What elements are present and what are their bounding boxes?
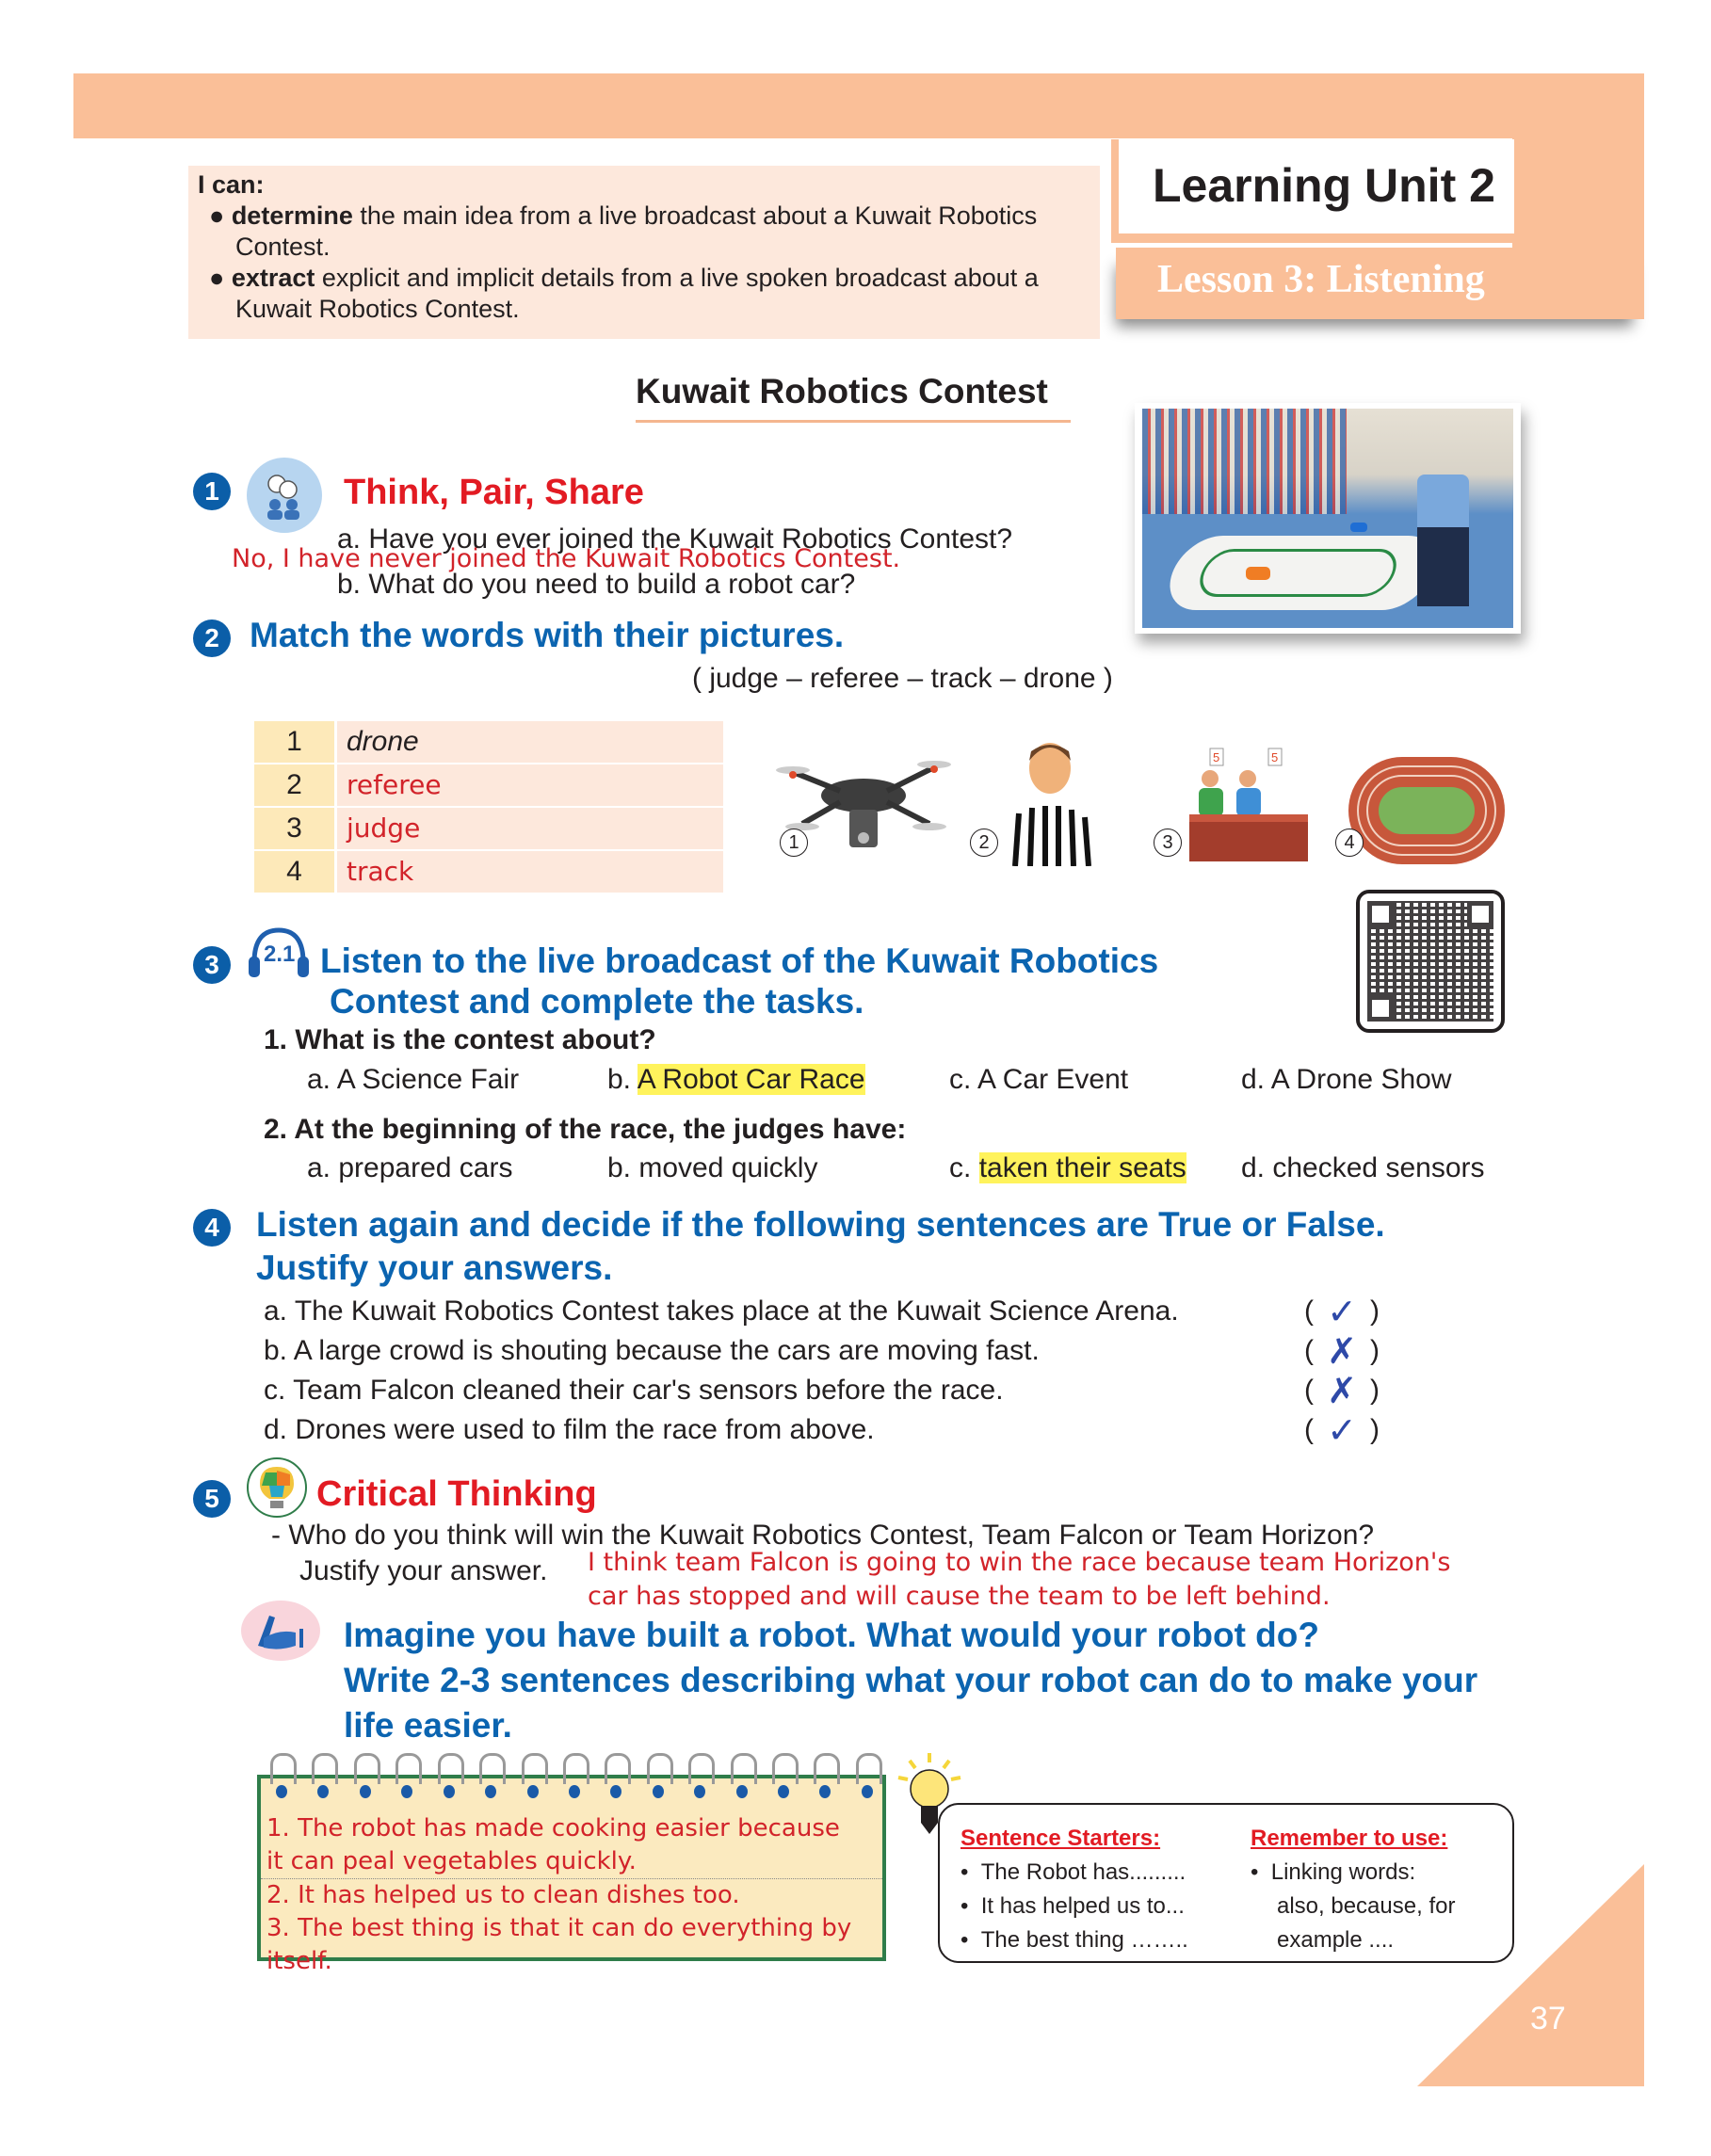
section5-question: - Who do you think will win the Kuwait Robotics Contest, Team Falcon or Team Horizon?: [271, 1520, 1375, 1551]
question-1b: b. What do you need to build a robot car?: [337, 569, 856, 600]
remember-heading: Remember to use:: [1251, 1826, 1448, 1851]
referee-picture: [998, 738, 1102, 866]
spiral-ring: [770, 1753, 797, 1798]
spiral-ring: [686, 1753, 713, 1798]
notebook-line: 3. The best thing is that it can do everything by: [266, 1914, 852, 1942]
match-answer-field[interactable]: judge: [337, 808, 723, 849]
match-row: [254, 764, 723, 806]
statement-row: d. Drones were used to film the race from above. ( ✓ ): [264, 1409, 1380, 1451]
unit-title: Learning Unit 2: [1119, 139, 1514, 233]
starter-item: • The Robot has.........: [960, 1859, 1186, 1885]
match-number: 4: [254, 851, 334, 893]
match-row: [254, 721, 723, 763]
qr-finder: [1367, 901, 1394, 927]
section-number-1: 1: [193, 473, 231, 510]
section-number-3: 3: [193, 946, 231, 984]
word-bank: ( judge – referee – track – drone ): [692, 663, 1113, 694]
spiral-ring: [729, 1753, 755, 1798]
section-number-2: 2: [193, 619, 231, 657]
option-3-2-c[interactable]: c. taken their seats: [949, 1152, 1186, 1183]
spectator-stands: [1142, 409, 1347, 514]
notebook-line: itself.: [266, 1947, 332, 1975]
statement-text: b. A large crowd is shouting because the cars are moving fast.: [264, 1335, 1040, 1366]
option-3-1-a[interactable]: a. A Science Fair: [307, 1064, 520, 1095]
statement-text: d. Drones were used to film the race from above.: [264, 1414, 875, 1445]
section-number-4: 4: [193, 1209, 231, 1247]
section5-answer-line2[interactable]: car has stopped and will cause the team to be left behind.: [588, 1582, 1331, 1611]
match-answer-field[interactable]: track: [337, 851, 723, 893]
starters-heading: Sentence Starters:: [960, 1826, 1161, 1851]
section3-heading-line2: Contest and complete the tasks.: [330, 982, 864, 1021]
remember-item: • Linking words:: [1251, 1859, 1416, 1885]
audio-track-number: 2.1: [264, 941, 296, 967]
remember-detail: example ....: [1277, 1927, 1395, 1953]
referee-icon: [998, 738, 1102, 866]
objectives-heading: I can:: [198, 170, 265, 199]
lightbulb-puzzle-icon: [247, 1457, 307, 1518]
page-number: 37: [1530, 2001, 1566, 2036]
spiral-ring: [812, 1753, 838, 1798]
svg-text:5: 5: [1213, 750, 1220, 764]
objectives-box: [188, 166, 1100, 339]
spiral-ring: [854, 1753, 880, 1798]
match-number: 1: [254, 721, 334, 763]
spiral-ring: [436, 1753, 462, 1798]
spiral-ring: [268, 1753, 295, 1798]
notebook-line: it can peal vegetables quickly.: [261, 1845, 882, 1879]
option-3-2-a[interactable]: a. prepared cars: [307, 1152, 513, 1183]
question-3-2: 2. At the beginning of the race, the judges have:: [264, 1114, 907, 1145]
true-false-answer[interactable]: ✓: [1327, 1409, 1357, 1451]
spiral-ring: [561, 1753, 588, 1798]
header-band: [73, 73, 1644, 138]
statement-text: a. The Kuwait Robotics Contest takes place at the Kuwait Science Arena.: [264, 1295, 1179, 1327]
starter-item: • The best thing ……..: [960, 1927, 1188, 1953]
starters-list: [960, 1856, 1188, 1957]
title-underline: [636, 420, 1071, 423]
notebook-line: 2. It has helped us to clean dishes too.: [266, 1881, 740, 1909]
page-title: Kuwait Robotics Contest: [636, 372, 1048, 410]
audio-track-icon[interactable]: [247, 925, 311, 981]
option-3-1-c[interactable]: c. A Car Event: [949, 1064, 1129, 1095]
section-number-5: 5: [193, 1480, 231, 1518]
picture-label-3: 3: [1154, 829, 1182, 857]
question-1a: a. Have you ever joined the Kuwait Robotics Contest?: [337, 523, 1013, 555]
section5-heading: Critical Thinking: [316, 1474, 597, 1514]
section4-heading-line2: Justify your answers.: [256, 1248, 613, 1287]
option-3-1-b[interactable]: b. A Robot Car Race: [607, 1064, 865, 1095]
true-false-answer[interactable]: ✗: [1327, 1330, 1357, 1372]
match-number: 2: [254, 764, 334, 806]
selected-answer-highlight: A Robot Car Race: [637, 1064, 865, 1095]
answer-1a: No, I have never joined the Kuwait Robotics Contest.: [232, 544, 901, 573]
statement-text: c. Team Falcon cleaned their car's sensors before the race.: [264, 1375, 1004, 1406]
match-row: [254, 851, 723, 893]
qr-pattern: [1367, 901, 1493, 1022]
track-picture: [1347, 755, 1507, 866]
spiral-ring: [477, 1753, 504, 1798]
section5-justify: Justify your answer.: [299, 1555, 548, 1586]
objective-item: ● extract explicit and implicit details from a live spoken broadcast about a Kuwait Robotics Contest.: [209, 264, 1039, 323]
option-3-2-d[interactable]: d. checked sensors: [1241, 1152, 1485, 1183]
selected-answer-highlight: taken their seats: [978, 1152, 1186, 1183]
section3-heading-line1: Listen to the live broadcast of the Kuwait Robotics: [320, 941, 1159, 980]
qr-finder: [1467, 901, 1493, 927]
section1-heading: Think, Pair, Share: [344, 473, 644, 512]
writing-heading-line1: Imagine you have built a robot. What would your robot do?: [344, 1616, 1319, 1654]
qr-code[interactable]: [1356, 890, 1505, 1033]
statement-row: b. A large crowd is shouting because the cars are moving fast. ( ✗ ): [264, 1330, 1380, 1372]
qr-finder: [1367, 995, 1394, 1022]
picture-label-4: 4: [1335, 829, 1364, 857]
true-false-list: [264, 1292, 1394, 1450]
starter-item: • It has helped us to...: [960, 1893, 1185, 1919]
true-false-answer[interactable]: ✓: [1327, 1291, 1357, 1332]
notebook-line: 1. The robot has made cooking easier because: [266, 1814, 840, 1842]
writing-hand-icon: [241, 1601, 320, 1661]
option-3-1-d[interactable]: d. A Drone Show: [1241, 1064, 1452, 1095]
lesson-title: Lesson 3: Listening: [1116, 248, 1644, 319]
match-table: [254, 721, 723, 894]
running-track-icon: [1347, 755, 1507, 866]
spiral-ring: [352, 1753, 379, 1798]
spiral-ring: [520, 1753, 546, 1798]
statement-row: c. Team Falcon cleaned their car's sensors before the race. ( ✗ ): [264, 1370, 1380, 1411]
judges-icon: [1182, 747, 1309, 861]
spiral-ring: [645, 1753, 671, 1798]
picture-label-2: 2: [970, 829, 998, 857]
statement-row: a. The Kuwait Robotics Contest takes place at the Kuwait Science Arena. ( ✓ ): [264, 1291, 1380, 1332]
question-3-1: 1. What is the contest about?: [264, 1024, 656, 1055]
picture-label-1: 1: [780, 829, 808, 857]
judges-picture: [1182, 747, 1309, 861]
option-3-2-b[interactable]: b. moved quickly: [607, 1152, 818, 1183]
match-row: [254, 808, 723, 849]
spiral-ring: [394, 1753, 420, 1798]
blue-robot-car: [1350, 523, 1367, 532]
section2-heading: Match the words with their pictures.: [250, 616, 845, 654]
match-number: 3: [254, 808, 334, 849]
match-answer-field[interactable]: referee: [337, 764, 723, 806]
section5-answer-line1[interactable]: I think team Falcon is going to win the race because team Horizon's: [588, 1548, 1451, 1577]
contest-photo: [1135, 403, 1521, 634]
true-false-answer[interactable]: ✗: [1327, 1370, 1357, 1411]
judges-figures: [1417, 475, 1469, 606]
photo-image: [1142, 409, 1513, 628]
orange-robot-car: [1246, 567, 1270, 580]
match-answer-field[interactable]: drone: [337, 721, 723, 763]
discussion-icon: [247, 458, 322, 533]
remember-detail: also, because, for: [1277, 1893, 1456, 1919]
spiral-ring: [310, 1753, 336, 1798]
notebook-spiral: [268, 1753, 880, 1800]
svg-text:5: 5: [1271, 750, 1279, 764]
section4-heading-line1: Listen again and decide if the following sentences are True or False.: [256, 1205, 1385, 1244]
writing-heading-line2: Write 2-3 sentences describing what your robot can do to make your: [344, 1661, 1478, 1699]
objective-item: ● determine the main idea from a live broadcast about a Kuwait Robotics Contest.: [209, 201, 1038, 261]
track-line: [1193, 549, 1404, 597]
notebook-answer-box[interactable]: [257, 1775, 886, 1975]
writing-heading-line3: life easier.: [344, 1706, 512, 1745]
page-corner-triangle: [1417, 1864, 1644, 2086]
spiral-ring: [603, 1753, 629, 1798]
